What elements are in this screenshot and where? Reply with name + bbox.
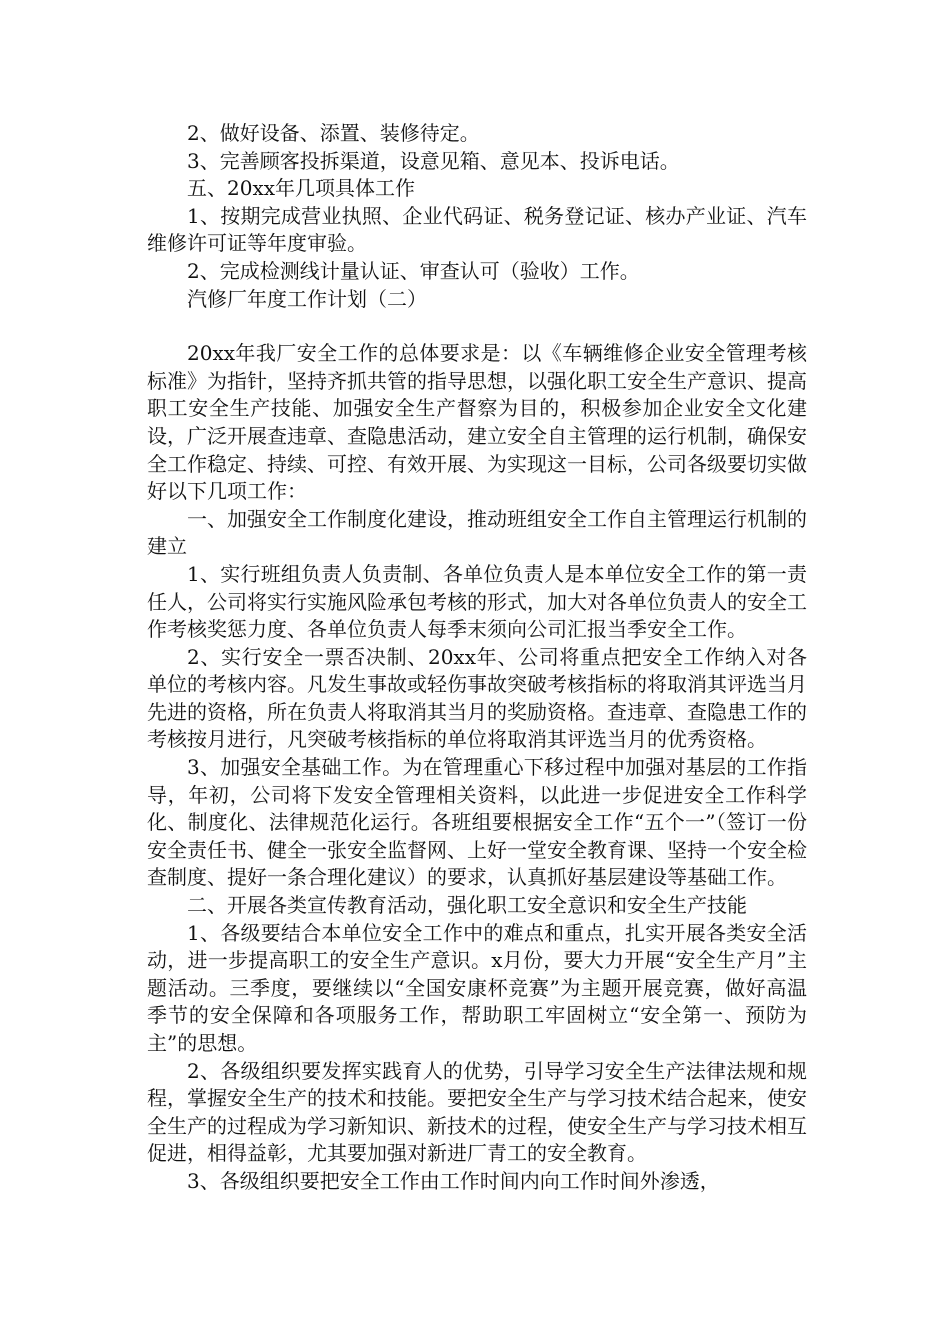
- paragraph-1-3: 3、加强安全基础工作。为在管理重心下移过程中加强对基层的工作指导，年初，公司将下发安全管理相关资料，以此进一步促进安全工作科学化、制度化、法律规范化运行。各班组要根据安全工作“五个一”（签订一份安全责任书、健全一张安全监督网、上好一堂安全教育课、坚持一个安全检查制度、提好一条合理化建议）的要求，认真抓好基层建设等基础工作。: [147, 755, 807, 890]
- section-heading-specific-work: 五、20xx年几项具体工作: [187, 176, 416, 201]
- section-heading-1: 一、加强安全工作制度化建设，推动班组安全工作自主管理运行机制的建立: [147, 506, 807, 559]
- paragraph-1-2: 2、实行安全一票否决制、20xx年、公司将重点把安全工作纳入对各单位的考核内容。凡发生事故或轻伤事故突破考核指标的将取消其评选当月先进的资格，所在负责人将取消其当月的奖励资格。查违章、查隐患工作的考核按月进行，凡突破考核指标的单位将取消其评选当月的优秀资格。: [147, 644, 807, 752]
- item-complaint-channels: 3、完善顾客投拆渠道，设意见箱、意见本、投诉电话。: [187, 148, 680, 173]
- paragraph-2-1: 1、各级要结合本单位安全工作中的难点和重点，扎实开展各类安全活动，进一步提高职工的安全生产意识。x月份，要大力开展“安全生产月”主题活动。三季度，要继续以“全国安康杯竞赛”为主题开展竞赛，做好高温季节的安全保障和各项服务工作，帮助职工牢固树立“安全第一、预防为主”的思想。: [147, 920, 807, 1055]
- section-heading-2: 二、开展各类宣传教育活动，强化职工安全意识和安全生产技能: [187, 893, 747, 918]
- item-equipment: 2、做好设备、添置、装修待定。: [187, 121, 480, 145]
- document-body: [147, 120, 807, 1196]
- item-annual-inspection: 1、按期完成营业执照、企业代码证、税务登记证、核办产业证、汽车维修许可证等年度审验。: [147, 203, 807, 256]
- item-metrology-certification: 2、完成检测线计量认证、审查认可（验收）工作。: [187, 258, 640, 283]
- paragraph-1-1: 1、实行班组负责人负责制、各单位负责人是本单位安全工作的第一责任人，公司将实行实施风险承包考核的形式，加大对各单位负责人的安全工作考核奖惩力度、各单位负责人每季末须向公司汇报当季安全工作。: [147, 561, 807, 642]
- document-subtitle: 汽修厂年度工作计划（二）: [187, 286, 427, 311]
- paragraph-2-2: 2、各级组织要发挥实践育人的优势，引导学习安全生产法律法规和规程，掌握安全生产的技术和技能。要把安全生产与学习技术结合起来，使安全生产的过程成为学习新知识、新技术的过程，使安全生产与学习技术相互促进，相得益彰，尤其要加强对新进厂青工的安全教育。: [147, 1058, 807, 1166]
- paragraph-2-3: 3、各级组织要把安全工作由工作时间内向工作时间外渗透，: [187, 1168, 720, 1193]
- intro-paragraph: 20xx年我厂安全工作的总体要求是：以《车辆维修企业安全管理考核标准》为指针，坚持齐抓共管的指导思想，以强化职工安全生产意识、提高职工安全生产技能、加强安全生产督察为目的，积极参加企业安全文化建设，广泛开展查违章、查隐患活动，建立安全自主管理的运行机制，确保安全工作稳定、持续、可控、有效开展、为实现这一目标，公司各级要切实做好以下几项工作：: [147, 341, 807, 504]
